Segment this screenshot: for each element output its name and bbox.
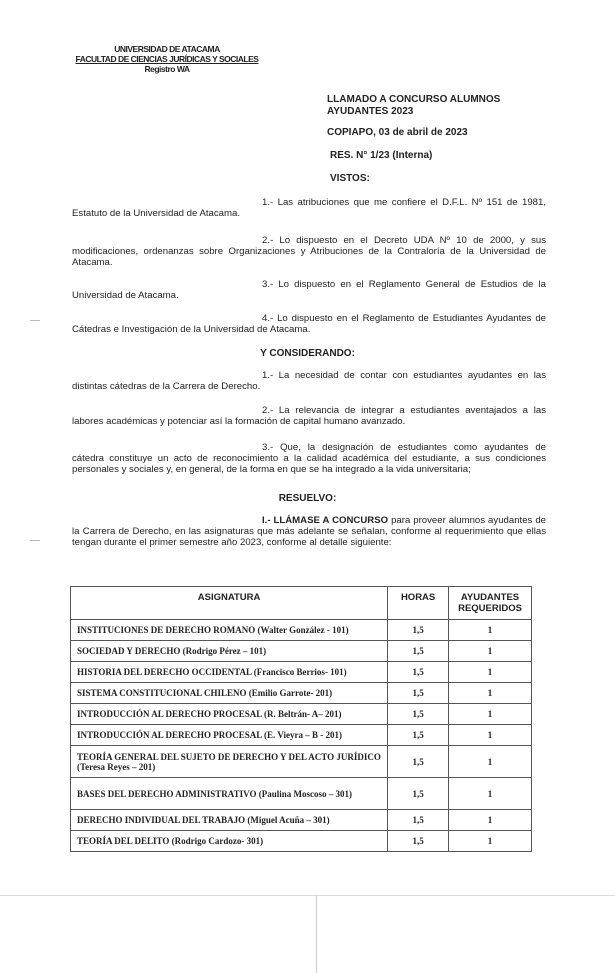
fold-line [316, 895, 317, 973]
table-row [71, 746, 532, 778]
considerando-item: 2.- La relevancia de integrar a estudiantes aventajados a las labores académicas y potenciar así la formación de capital humano avanzado. [72, 405, 546, 427]
table-row [71, 704, 532, 725]
table-header-row [71, 587, 532, 620]
hours-cell: 1,5 [388, 704, 449, 725]
subject-cell: DERECHO INDIVIDUAL DEL TRABAJO (Miguel Acuña – 301) [71, 810, 388, 831]
subject-cell: TEORÍA DEL DELITO (Rodrigo Cardozo- 301) [71, 831, 388, 852]
document-title [327, 94, 500, 118]
hours-cell: 1,5 [388, 641, 449, 662]
punch-mark [30, 320, 40, 321]
required-cell: 1 [449, 641, 532, 662]
institution-header [72, 44, 262, 74]
vistos-item: 4.- Lo dispuesto en el Reglamento de Estudiantes Ayudantes de Cátedras e Investigación de la Universidad de Atacama. [72, 313, 546, 335]
hours-cell: 1,5 [388, 778, 449, 810]
resuelvo-title: RESUELVO: [278, 493, 337, 504]
hours-cell: 1,5 [388, 810, 449, 831]
punch-mark [30, 540, 40, 541]
considerando-title: Y CONSIDERANDO: [260, 348, 355, 359]
subject-cell: SISTEMA CONSTITUCIONAL CHILENO (Emilio Garrote- 201) [71, 683, 388, 704]
hours-cell: 1,5 [388, 620, 449, 641]
vistos-item: 2.- Lo dispuesto en el Decreto UDA Nº 10 de 2000, y sus modificaciones, ordenanzas sobre Organizaciones y Atribuciones de la Contraloría de la Universidad de Atacama. [72, 235, 546, 268]
table-row [71, 810, 532, 831]
subject-cell: BASES DEL DERECHO ADMINISTRATIVO (Paulina Moscoso – 301) [71, 778, 388, 810]
subjects-table [70, 586, 532, 852]
resolution-number: RES. N° 1/23 (Interna) [330, 150, 433, 161]
table-row [71, 831, 532, 852]
required-cell: 1 [449, 746, 532, 778]
subject-cell: TEORÍA GENERAL DEL SUJETO DE DERECHO Y DEL ACTO JURÍDICO (Teresa Reyes – 201) [71, 746, 388, 778]
header-hours: HORAS [388, 587, 449, 620]
vistos-title: VISTOS: [330, 173, 370, 184]
considerando-item: 1.- La necesidad de contar con estudiantes ayudantes en las distintas cátedras de la Carrera de Derecho. [72, 370, 546, 392]
hours-cell: 1,5 [388, 662, 449, 683]
page-divider [0, 895, 615, 896]
header-required: AYUDANTES REQUERIDOS [449, 587, 532, 620]
table-row [71, 683, 532, 704]
hours-cell: 1,5 [388, 746, 449, 778]
title-line-1: LLAMADO A CONCURSO ALUMNOS [327, 94, 501, 105]
table-row [71, 620, 532, 641]
registry-label: Registro WA [144, 64, 190, 74]
vistos-item: 3.- Lo dispuesto en el Reglamento General de Estudios de la Universidad de Atacama. [72, 279, 546, 301]
table-row [71, 641, 532, 662]
required-cell: 1 [449, 704, 532, 725]
subject-cell: SOCIEDAD Y DERECHO (Rodrigo Pérez – 101) [71, 641, 388, 662]
resuelvo-paragraph: I.- LLÁMASE A CONCURSO para proveer alumnos ayudantes de la Carrera de Derecho, en las asignaturas que más adelante se señalan, conforme al requerimiento que ellas tengan durante el primer semestre año 2023, conforme al detalle siguiente: [72, 515, 547, 548]
required-cell: 1 [449, 725, 532, 746]
university-name: UNIVERSIDAD DE ATACAMA [114, 44, 220, 54]
title-line-2: AYUDANTES 2023 [327, 106, 414, 117]
table-row [71, 725, 532, 746]
required-cell: 1 [449, 810, 532, 831]
place-date: COPIAPO, 03 de abril de 2023 [327, 127, 468, 138]
header-subject: ASIGNATURA [71, 587, 388, 620]
subject-cell: INTRODUCCIÓN AL DERECHO PROCESAL (R. Beltrán- A– 201) [71, 704, 388, 725]
subject-cell: HISTORIA DEL DERECHO OCCIDENTAL (Francisco Berrios- 101) [71, 662, 388, 683]
faculty-name: FACULTAD DE CIENCIAS JURÍDICAS Y SOCIALES [75, 54, 259, 64]
required-cell: 1 [449, 620, 532, 641]
hours-cell: 1,5 [388, 831, 449, 852]
required-cell: 1 [449, 831, 532, 852]
required-cell: 1 [449, 662, 532, 683]
required-cell: 1 [449, 683, 532, 704]
considerando-item: 3.- Que, la designación de estudiantes como ayudantes de cátedra constituye un acto de reconocimiento a la calidad académica del estudiante, a sus condiciones personales y sociales y, en general, de la forma en que se ha integrado a la vida universitaria; [72, 442, 546, 475]
required-cell: 1 [449, 778, 532, 810]
hours-cell: 1,5 [388, 725, 449, 746]
hours-cell: 1,5 [388, 683, 449, 704]
subject-cell: INSTITUCIONES DE DERECHO ROMANO (Walter González - 101) [71, 620, 388, 641]
vistos-item: 1.- Las atribuciones que me confiere el D.F.L. Nº 151 de 1981, Estatuto de la Universidad de Atacama. [72, 197, 546, 219]
table-row [71, 778, 532, 810]
table-row [71, 662, 532, 683]
subject-cell: INTRODUCCIÓN AL DERECHO PROCESAL (E. Vieyra – B - 201) [71, 725, 388, 746]
